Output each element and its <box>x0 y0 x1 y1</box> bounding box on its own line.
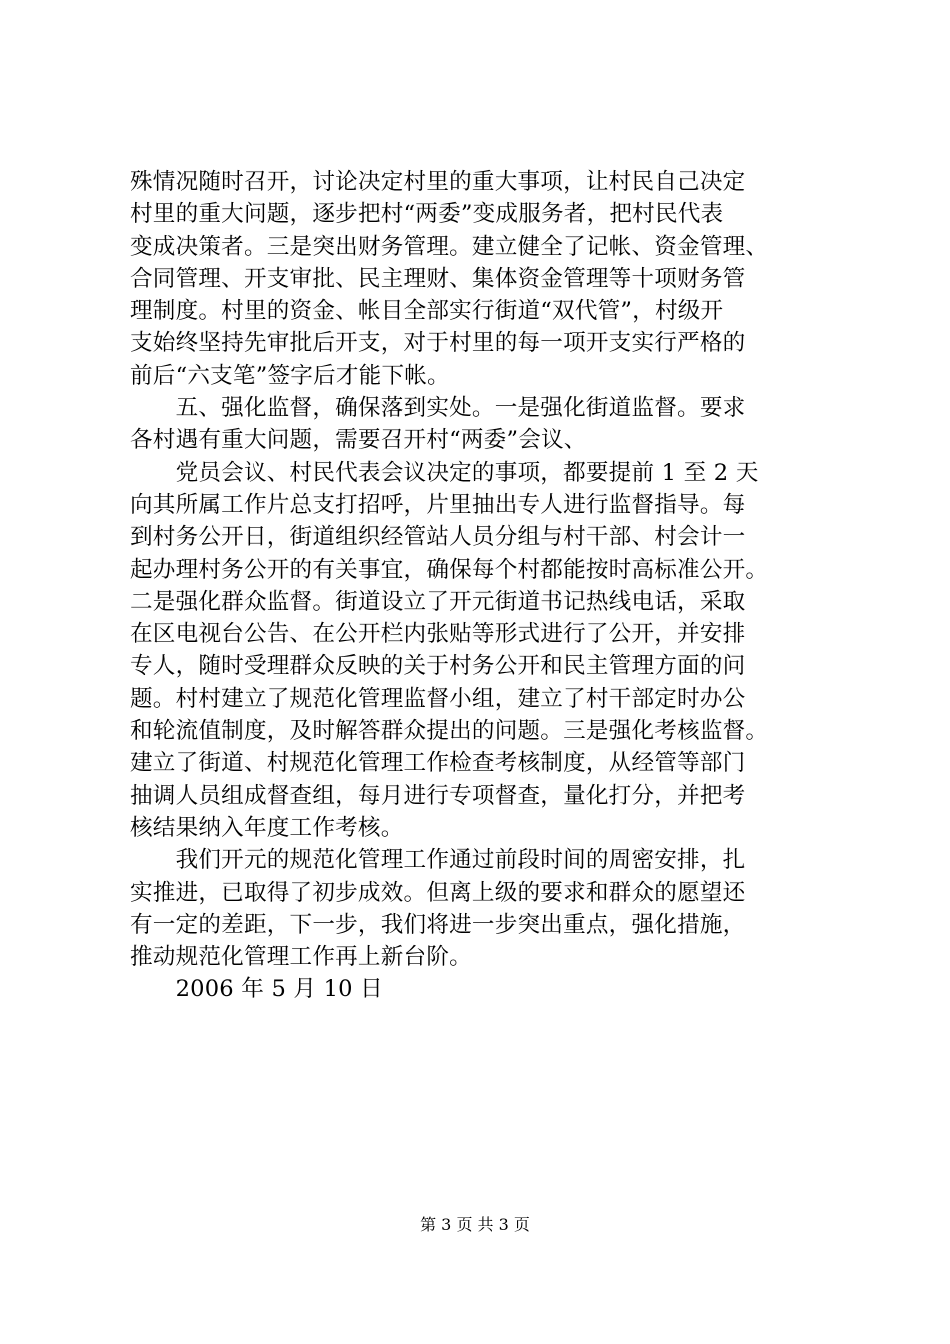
text-line: 核结果纳入年度工作考核。 <box>130 814 404 841</box>
text-line: 到村务公开日，街道组织经管站人员分组与村干部、村会计一 <box>130 524 746 551</box>
text-line: 抽调人员组成督查组，每月进行专项督查，量化打分，并把考 <box>130 782 746 809</box>
text-line: 二是强化群众监督。街道设立了开元街道书记热线电话，采取 <box>130 588 746 615</box>
text-line: 村里的重大问题，逐步把村“两委”变成服务者，把村民代表 <box>130 201 724 228</box>
text-line: 我们开元的规范化管理工作通过前段时间的周密安排，扎 <box>130 847 746 874</box>
text-line: 变成决策者。三是突出财务管理。建立健全了记帐、资金管理、 <box>130 233 769 260</box>
text-line: 理制度。村里的资金、帐目全部实行街道“双代管”，村级开 <box>130 298 724 325</box>
text-line: 五、强化监督，确保落到实处。一是强化街道监督。要求 <box>130 395 746 422</box>
text-line: 支始终坚持先审批后开支，对于村里的每一项开支实行严格的 <box>130 330 746 357</box>
text-line: 题。村村建立了规范化管理监督小组，建立了村干部定时办公 <box>130 685 746 712</box>
page-footer: 第 3 页 共 3 页 <box>420 1215 530 1234</box>
text-line: 前后“六支笔”签字后才能下帐。 <box>130 362 450 389</box>
text-line: 实推进，已取得了初步成效。但离上级的要求和群众的愿望还 <box>130 879 746 906</box>
text-line: 党员会议、村民代表会议决定的事项，都要提前 1 至 2 天 <box>130 459 759 486</box>
text-line: 在区电视台公告、在公开栏内张贴等形式进行了公开，并安排 <box>130 621 746 648</box>
text-line: 建立了街道、村规范化管理工作检查考核制度，从经管等部门 <box>130 750 746 777</box>
text-line: 向其所属工作片总支打招呼，片里抽出专人进行监督指导。每 <box>130 491 746 518</box>
text-line: 推动规范化管理工作再上新台阶。 <box>130 944 472 971</box>
date-line: 2006 年 5 月 10 日 <box>130 976 383 1003</box>
document-body <box>130 166 830 1006</box>
text-line: 合同管理、开支审批、民主理财、集体资金管理等十项财务管 <box>130 265 746 292</box>
text-line: 起办理村务公开的有关事宜，确保每个村都能按时高标准公开。 <box>130 556 769 583</box>
text-line: 各村遇有重大问题，需要召开村“两委”会议、 <box>130 427 587 454</box>
text-line: 殊情况随时召开，讨论决定村里的重大事项，让村民自己决定 <box>130 169 746 195</box>
text-line: 和轮流值制度，及时解答群众提出的问题。三是强化考核监督。 <box>130 718 769 745</box>
text-line: 专人，随时受理群众反映的关于村务公开和民主管理方面的问 <box>130 653 746 680</box>
text-line: 有一定的差距，下一步，我们将进一步突出重点，强化措施， <box>130 911 746 938</box>
